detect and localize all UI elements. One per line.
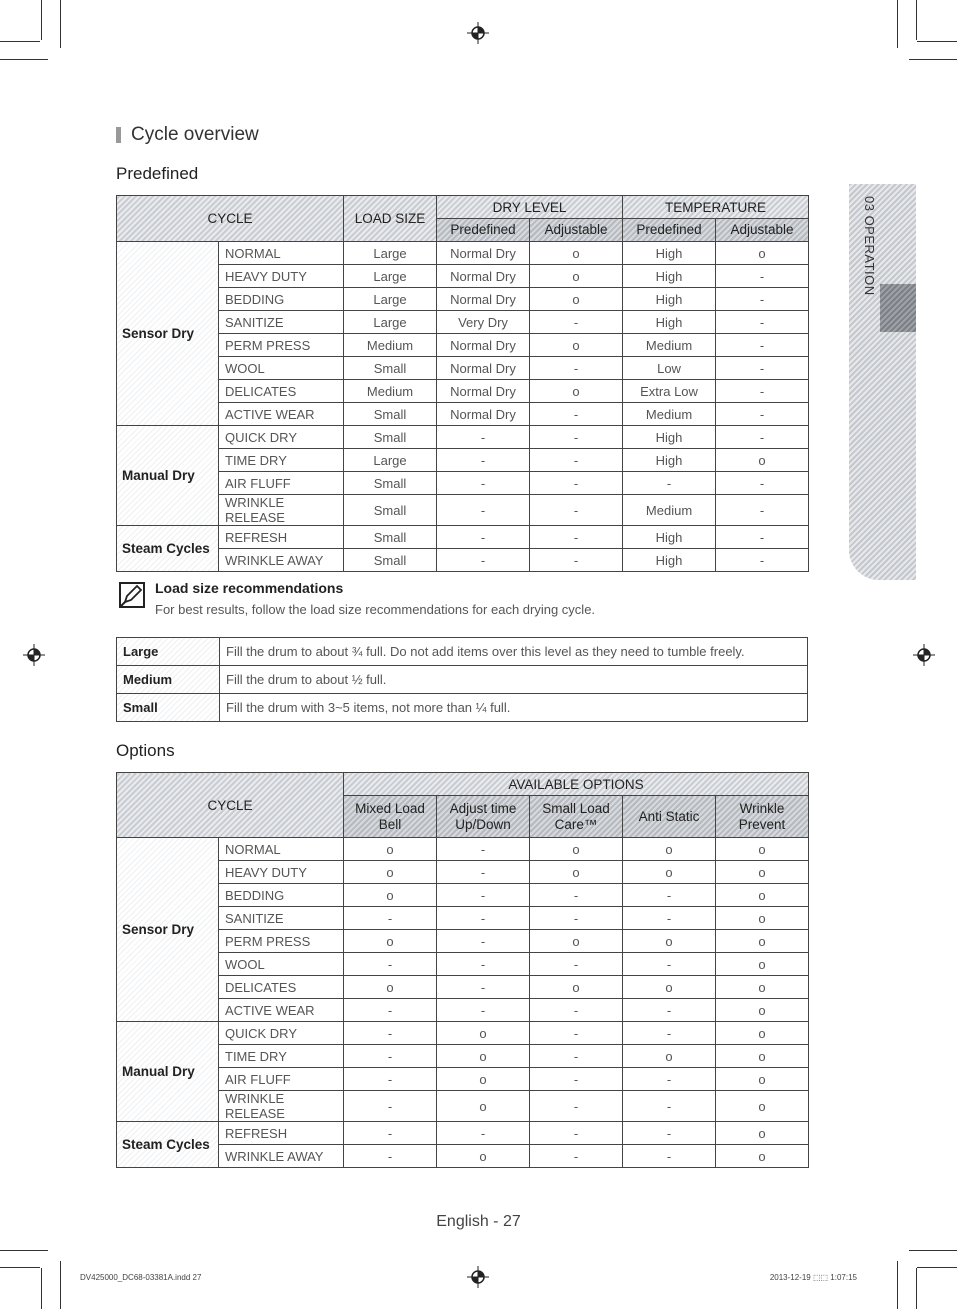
chapter-side-tab bbox=[849, 184, 916, 580]
mixed-load-bell-cell: - bbox=[344, 1122, 437, 1145]
print-slug-left: DV425000_DC68-03381A.indd 27 bbox=[80, 1273, 202, 1282]
temp-predefined-cell: High bbox=[623, 311, 716, 334]
load-size-cell: Medium bbox=[344, 334, 437, 357]
temp-adjustable-cell: - bbox=[716, 357, 809, 380]
mixed-load-bell-cell: o bbox=[344, 861, 437, 884]
temp-adjustable-cell: - bbox=[716, 495, 809, 526]
temp-predefined-cell: High bbox=[623, 526, 716, 549]
anti-static-cell: - bbox=[623, 1022, 716, 1045]
wrinkle-prevent-cell: o bbox=[716, 884, 809, 907]
crop-mark bbox=[897, 0, 898, 48]
anti-static-cell: o bbox=[623, 861, 716, 884]
mixed-load-bell-cell: - bbox=[344, 1022, 437, 1045]
cycle-group-label: Sensor Dry bbox=[117, 242, 219, 426]
section-title bbox=[116, 124, 259, 146]
load-size-text: Fill the drum to about ½ full. bbox=[220, 666, 808, 694]
cycle-group-label: Steam Cycles bbox=[117, 526, 219, 572]
temp-predefined-cell: High bbox=[623, 265, 716, 288]
cycle-name: WRINKLE AWAY bbox=[219, 549, 344, 572]
note-text: For best results, follow the load size recommendations for each drying cycle. bbox=[155, 602, 596, 617]
temp-predefined-cell: High bbox=[623, 426, 716, 449]
adjust-time-cell: - bbox=[437, 976, 530, 999]
table-row bbox=[117, 666, 808, 694]
wrinkle-prevent-cell: o bbox=[716, 1091, 809, 1122]
small-load-care-cell: - bbox=[530, 1068, 623, 1091]
cycle-name: WOOL bbox=[219, 357, 344, 380]
dry-predefined-cell: Normal Dry bbox=[437, 242, 530, 265]
temp-adjustable-cell: o bbox=[716, 449, 809, 472]
crop-mark bbox=[909, 59, 957, 60]
table-row bbox=[117, 838, 809, 861]
header-line: Up/Down bbox=[455, 816, 511, 832]
dry-adjustable-cell: - bbox=[530, 357, 623, 380]
anti-static-cell: o bbox=[623, 976, 716, 999]
cycle-name: PERM PRESS bbox=[219, 930, 344, 953]
adjust-time-cell: - bbox=[437, 953, 530, 976]
adjust-time-cell: o bbox=[437, 1068, 530, 1091]
adjust-time-cell: o bbox=[437, 1045, 530, 1068]
load-size-label: Medium bbox=[117, 666, 220, 694]
anti-static-cell: - bbox=[623, 884, 716, 907]
temp-adjustable-cell: o bbox=[716, 242, 809, 265]
table-row bbox=[117, 953, 809, 976]
dry-predefined-cell: Very Dry bbox=[437, 311, 530, 334]
temp-adjustable-cell: - bbox=[716, 426, 809, 449]
small-load-care-cell: o bbox=[530, 930, 623, 953]
note-heading: Load size recommendations bbox=[155, 580, 344, 596]
table-row bbox=[117, 884, 809, 907]
table-row bbox=[117, 861, 809, 884]
table-row bbox=[117, 449, 809, 472]
table-row bbox=[117, 976, 809, 999]
anti-static-cell: - bbox=[623, 999, 716, 1022]
cycle-name: WRINKLE AWAY bbox=[219, 1145, 344, 1168]
dry-adjustable-cell: o bbox=[530, 334, 623, 357]
wrinkle-prevent-cell: o bbox=[716, 953, 809, 976]
temp-predefined-cell: High bbox=[623, 288, 716, 311]
load-size-cell: Large bbox=[344, 311, 437, 334]
table-row bbox=[117, 334, 809, 357]
header-temperature: TEMPERATURE bbox=[623, 196, 809, 219]
dry-predefined-cell: Normal Dry bbox=[437, 334, 530, 357]
table-row bbox=[117, 357, 809, 380]
mixed-load-bell-cell: o bbox=[344, 838, 437, 861]
temp-adjustable-cell: - bbox=[716, 403, 809, 426]
temp-adjustable-cell: - bbox=[716, 526, 809, 549]
mixed-load-bell-cell: - bbox=[344, 1068, 437, 1091]
table-row bbox=[117, 265, 809, 288]
table-row bbox=[117, 1045, 809, 1068]
adjust-time-cell: o bbox=[437, 1091, 530, 1122]
wrinkle-prevent-cell: o bbox=[716, 1022, 809, 1045]
crop-mark bbox=[41, 1268, 42, 1309]
load-size-text: Fill the drum to about ¾ full. Do not add items over this level as they need to tumble freely. bbox=[220, 638, 808, 666]
section-title-text: Cycle overview bbox=[131, 124, 259, 145]
cycle-name: HEAVY DUTY bbox=[219, 861, 344, 884]
mixed-load-bell-cell: - bbox=[344, 953, 437, 976]
table-row bbox=[117, 1091, 809, 1122]
header-line: Prevent bbox=[738, 816, 786, 832]
crop-mark bbox=[917, 41, 957, 42]
crop-mark bbox=[897, 1261, 898, 1309]
dry-adjustable-cell: - bbox=[530, 311, 623, 334]
dry-adjustable-cell: - bbox=[530, 449, 623, 472]
header-dry-adjustable: Adjustable bbox=[530, 219, 623, 242]
cycle-name: AIR FLUFF bbox=[219, 472, 344, 495]
temp-predefined-cell: High bbox=[623, 242, 716, 265]
dry-adjustable-cell: - bbox=[530, 403, 623, 426]
dry-adjustable-cell: - bbox=[530, 472, 623, 495]
wrinkle-prevent-cell: o bbox=[716, 861, 809, 884]
load-recommendations-table bbox=[116, 637, 808, 722]
wrinkle-prevent-cell: o bbox=[716, 1122, 809, 1145]
registration-mark-icon bbox=[23, 644, 45, 666]
small-load-care-cell: - bbox=[530, 953, 623, 976]
cycle-group-label: Steam Cycles bbox=[117, 1122, 219, 1168]
wrinkle-prevent-cell: o bbox=[716, 976, 809, 999]
crop-mark bbox=[0, 1250, 48, 1251]
cycle-name: PERM PRESS bbox=[219, 334, 344, 357]
temp-adjustable-cell: - bbox=[716, 311, 809, 334]
mixed-load-bell-cell: - bbox=[344, 1145, 437, 1168]
chapter-side-tab-label: 03 OPERATION bbox=[862, 196, 877, 296]
header-line: Small Load bbox=[542, 800, 610, 816]
load-size-cell: Large bbox=[344, 242, 437, 265]
adjust-time-cell: - bbox=[437, 861, 530, 884]
temp-predefined-cell: Medium bbox=[623, 495, 716, 526]
registration-mark-icon bbox=[467, 1266, 489, 1288]
temp-predefined-cell: Medium bbox=[623, 403, 716, 426]
predefined-table bbox=[116, 195, 809, 572]
dry-adjustable-cell: - bbox=[530, 426, 623, 449]
temp-predefined-cell: - bbox=[623, 472, 716, 495]
adjust-time-cell: - bbox=[437, 930, 530, 953]
page-footer: English - 27 bbox=[436, 1213, 521, 1230]
cycle-name: HEAVY DUTY bbox=[219, 265, 344, 288]
temp-adjustable-cell: - bbox=[716, 334, 809, 357]
dry-predefined-cell: Normal Dry bbox=[437, 265, 530, 288]
registration-mark-icon bbox=[913, 644, 935, 666]
small-load-care-cell: - bbox=[530, 999, 623, 1022]
dry-adjustable-cell: o bbox=[530, 242, 623, 265]
anti-static-cell: o bbox=[623, 930, 716, 953]
dry-adjustable-cell: o bbox=[530, 265, 623, 288]
adjust-time-cell: o bbox=[437, 1022, 530, 1045]
load-size-cell: Small bbox=[344, 526, 437, 549]
temp-predefined-cell: High bbox=[623, 549, 716, 572]
dry-predefined-cell: Normal Dry bbox=[437, 288, 530, 311]
table-row bbox=[117, 1022, 809, 1045]
mixed-load-bell-cell: - bbox=[344, 1045, 437, 1068]
table-row bbox=[117, 380, 809, 403]
wrinkle-prevent-cell: o bbox=[716, 907, 809, 930]
load-size-text: Fill the drum with 3~5 items, not more than ¼ full. bbox=[220, 694, 808, 722]
wrinkle-prevent-cell: o bbox=[716, 999, 809, 1022]
load-size-cell: Medium bbox=[344, 380, 437, 403]
cycle-name: BEDDING bbox=[219, 288, 344, 311]
anti-static-cell: - bbox=[623, 1145, 716, 1168]
crop-mark bbox=[0, 59, 48, 60]
load-size-cell: Small bbox=[344, 495, 437, 526]
load-size-cell: Large bbox=[344, 449, 437, 472]
header-line: Bell bbox=[378, 816, 402, 832]
small-load-care-cell: o bbox=[530, 838, 623, 861]
table-row bbox=[117, 1145, 809, 1168]
header-small-load-care bbox=[530, 796, 623, 838]
cycle-name: REFRESH bbox=[219, 1122, 344, 1145]
print-slug-right: 2013-12-19 ⬚⬚ 1:07:15 bbox=[769, 1273, 857, 1282]
anti-static-cell: - bbox=[623, 1091, 716, 1122]
header-line: Adjust time bbox=[449, 800, 517, 816]
crop-mark bbox=[916, 1268, 917, 1309]
table-row bbox=[117, 999, 809, 1022]
anti-static-cell: - bbox=[623, 1068, 716, 1091]
small-load-care-cell: - bbox=[530, 884, 623, 907]
dry-adjustable-cell: - bbox=[530, 526, 623, 549]
registration-mark-icon bbox=[467, 22, 489, 44]
load-size-cell: Small bbox=[344, 403, 437, 426]
header-cycle: CYCLE bbox=[117, 196, 344, 242]
wrinkle-prevent-cell: o bbox=[716, 1045, 809, 1068]
dry-predefined-cell: - bbox=[437, 472, 530, 495]
dry-predefined-cell: - bbox=[437, 549, 530, 572]
cycle-name: QUICK DRY bbox=[219, 426, 344, 449]
anti-static-cell: o bbox=[623, 1045, 716, 1068]
table-row bbox=[117, 288, 809, 311]
wrinkle-prevent-cell: o bbox=[716, 1145, 809, 1168]
load-size-label: Large bbox=[117, 638, 220, 666]
table-row bbox=[117, 694, 808, 722]
note-pencil-icon bbox=[118, 581, 146, 609]
dry-predefined-cell: Normal Dry bbox=[437, 380, 530, 403]
anti-static-cell: - bbox=[623, 953, 716, 976]
table-row bbox=[117, 907, 809, 930]
cycle-name: REFRESH bbox=[219, 526, 344, 549]
cycle-name: TIME DRY bbox=[219, 449, 344, 472]
cycle-group-label: Manual Dry bbox=[117, 426, 219, 526]
header-load-size: LOAD SIZE bbox=[344, 196, 437, 242]
cycle-name: WRINKLE RELEASE bbox=[219, 495, 344, 526]
dry-adjustable-cell: o bbox=[530, 380, 623, 403]
header-cycle: CYCLE bbox=[117, 773, 344, 838]
table-row bbox=[117, 426, 809, 449]
load-size-cell: Small bbox=[344, 426, 437, 449]
header-line: Wrinkle bbox=[739, 800, 785, 816]
load-size-cell: Large bbox=[344, 265, 437, 288]
small-load-care-cell: - bbox=[530, 1045, 623, 1068]
header-temp-predefined: Predefined bbox=[623, 219, 716, 242]
cycle-name: SANITIZE bbox=[219, 311, 344, 334]
dry-adjustable-cell: - bbox=[530, 549, 623, 572]
predefined-title: Predefined bbox=[116, 164, 199, 183]
crop-mark bbox=[60, 1261, 61, 1309]
small-load-care-cell: - bbox=[530, 1091, 623, 1122]
cycle-name: TIME DRY bbox=[219, 1045, 344, 1068]
small-load-care-cell: o bbox=[530, 976, 623, 999]
wrinkle-prevent-cell: o bbox=[716, 838, 809, 861]
table-row bbox=[117, 638, 808, 666]
temp-adjustable-cell: - bbox=[716, 380, 809, 403]
options-table bbox=[116, 772, 809, 1168]
temp-predefined-cell: Medium bbox=[623, 334, 716, 357]
options-title: Options bbox=[116, 741, 175, 760]
small-load-care-cell: - bbox=[530, 907, 623, 930]
load-size-cell: Small bbox=[344, 357, 437, 380]
table-row bbox=[117, 549, 809, 572]
header-mixed-load-bell bbox=[344, 796, 437, 838]
cycle-group-label: Manual Dry bbox=[117, 1022, 219, 1122]
cycle-name: QUICK DRY bbox=[219, 1022, 344, 1045]
temp-predefined-cell: High bbox=[623, 449, 716, 472]
header-anti-static: Anti Static bbox=[623, 796, 716, 838]
header-available-options: AVAILABLE OPTIONS bbox=[344, 773, 809, 796]
mixed-load-bell-cell: o bbox=[344, 930, 437, 953]
cycle-name: ACTIVE WEAR bbox=[219, 999, 344, 1022]
load-size-label: Small bbox=[117, 694, 220, 722]
mixed-load-bell-cell: - bbox=[344, 999, 437, 1022]
crop-mark bbox=[917, 1267, 957, 1268]
adjust-time-cell: o bbox=[437, 1145, 530, 1168]
adjust-time-cell: - bbox=[437, 907, 530, 930]
crop-mark bbox=[0, 41, 40, 42]
adjust-time-cell: - bbox=[437, 838, 530, 861]
cycle-name: WOOL bbox=[219, 953, 344, 976]
table-row bbox=[117, 311, 809, 334]
header-adjust-time bbox=[437, 796, 530, 838]
temp-adjustable-cell: - bbox=[716, 549, 809, 572]
section-marker bbox=[116, 127, 121, 143]
wrinkle-prevent-cell: o bbox=[716, 1068, 809, 1091]
anti-static-cell: o bbox=[623, 838, 716, 861]
dry-adjustable-cell: o bbox=[530, 288, 623, 311]
crop-mark bbox=[0, 1267, 40, 1268]
mixed-load-bell-cell: - bbox=[344, 1091, 437, 1122]
temp-adjustable-cell: - bbox=[716, 265, 809, 288]
mixed-load-bell-cell: - bbox=[344, 907, 437, 930]
cycle-name: DELICATES bbox=[219, 380, 344, 403]
cycle-name: ACTIVE WEAR bbox=[219, 403, 344, 426]
adjust-time-cell: - bbox=[437, 884, 530, 907]
table-row bbox=[117, 495, 809, 526]
small-load-care-cell: - bbox=[530, 1022, 623, 1045]
dry-adjustable-cell: - bbox=[530, 495, 623, 526]
dry-predefined-cell: Normal Dry bbox=[437, 357, 530, 380]
table-row bbox=[117, 403, 809, 426]
temp-predefined-cell: Low bbox=[623, 357, 716, 380]
anti-static-cell: - bbox=[623, 907, 716, 930]
header-temp-adjustable: Adjustable bbox=[716, 219, 809, 242]
cycle-name: BEDDING bbox=[219, 884, 344, 907]
cycle-name: AIR FLUFF bbox=[219, 1068, 344, 1091]
load-size-cell: Small bbox=[344, 472, 437, 495]
table-row bbox=[117, 472, 809, 495]
crop-mark bbox=[909, 1250, 957, 1251]
crop-mark bbox=[41, 0, 42, 40]
dry-predefined-cell: - bbox=[437, 526, 530, 549]
cycle-name: NORMAL bbox=[219, 838, 344, 861]
cycle-name: DELICATES bbox=[219, 976, 344, 999]
dry-predefined-cell: - bbox=[437, 495, 530, 526]
header-wrinkle-prevent bbox=[716, 796, 809, 838]
table-row bbox=[117, 526, 809, 549]
header-line: Mixed Load bbox=[355, 800, 425, 816]
adjust-time-cell: - bbox=[437, 999, 530, 1022]
adjust-time-cell: - bbox=[437, 1122, 530, 1145]
dry-predefined-cell: Normal Dry bbox=[437, 403, 530, 426]
anti-static-cell: - bbox=[623, 1122, 716, 1145]
cycle-name: NORMAL bbox=[219, 242, 344, 265]
header-line: Care™ bbox=[554, 816, 598, 832]
small-load-care-cell: - bbox=[530, 1122, 623, 1145]
load-size-cell: Large bbox=[344, 288, 437, 311]
table-row bbox=[117, 1068, 809, 1091]
mixed-load-bell-cell: o bbox=[344, 976, 437, 999]
table-row bbox=[117, 242, 809, 265]
temp-predefined-cell: Extra Low bbox=[623, 380, 716, 403]
header-dry-level: DRY LEVEL bbox=[437, 196, 623, 219]
mixed-load-bell-cell: o bbox=[344, 884, 437, 907]
dry-predefined-cell: - bbox=[437, 449, 530, 472]
small-load-care-cell: - bbox=[530, 1145, 623, 1168]
wrinkle-prevent-cell: o bbox=[716, 930, 809, 953]
small-load-care-cell: o bbox=[530, 861, 623, 884]
crop-mark bbox=[916, 0, 917, 40]
load-size-cell: Small bbox=[344, 549, 437, 572]
dry-predefined-cell: - bbox=[437, 426, 530, 449]
temp-adjustable-cell: - bbox=[716, 472, 809, 495]
cycle-name: WRINKLE RELEASE bbox=[219, 1091, 344, 1122]
cycle-group-label: Sensor Dry bbox=[117, 838, 219, 1022]
header-dry-predefined: Predefined bbox=[437, 219, 530, 242]
cycle-name: SANITIZE bbox=[219, 907, 344, 930]
table-row bbox=[117, 930, 809, 953]
table-row bbox=[117, 1122, 809, 1145]
crop-mark bbox=[60, 0, 61, 48]
temp-adjustable-cell: - bbox=[716, 288, 809, 311]
chapter-side-tab-indicator bbox=[880, 284, 916, 332]
